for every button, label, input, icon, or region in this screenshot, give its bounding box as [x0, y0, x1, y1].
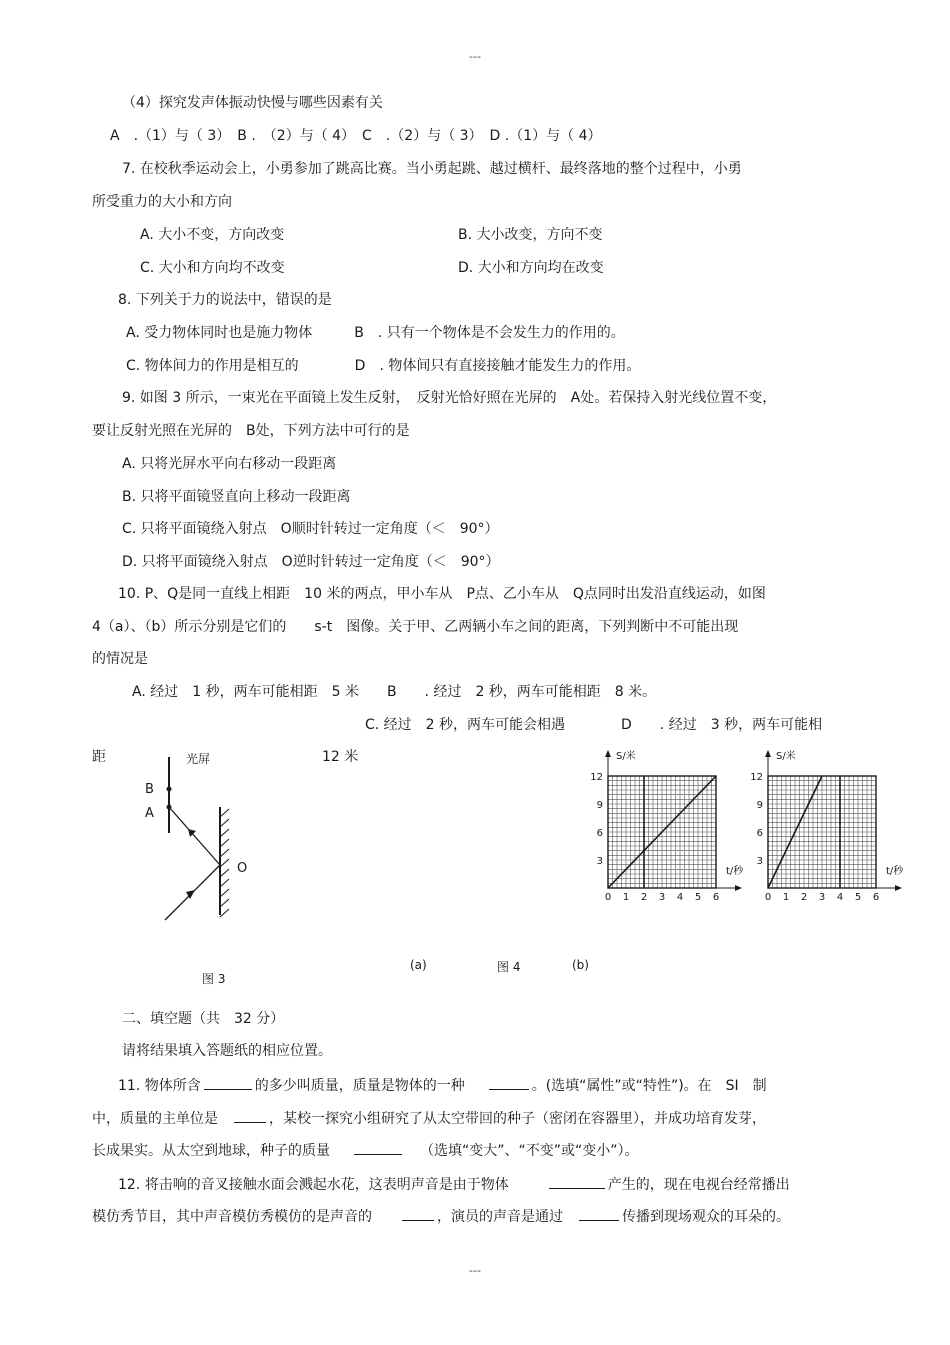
- q10-stem: 10. P、Q是同一直线上相距 10 米的两点，甲小车从 P点、乙小车从 Q点同时出发沿直线运动，如图: [118, 586, 766, 602]
- q7-stem: 7. 在校秋季运动会上，小勇参加了跳高比赛。当小勇起跳、越过横杆、最终落地的整个过程中，小勇: [122, 161, 742, 177]
- y-tick-label: 3: [596, 856, 603, 867]
- q12-line-1: [118, 1174, 790, 1194]
- figure-4a-chart: [588, 745, 763, 905]
- y-tick-label: 6: [756, 828, 763, 839]
- point-a-label: A: [145, 806, 154, 821]
- y-axis-label: S/米: [616, 751, 636, 762]
- q8-options-ab: A. 受力物体同时也是施力物体 B . 只有一个物体是不会发生力的作用的。: [126, 325, 625, 341]
- x-tick-label: 5: [854, 892, 862, 903]
- q11-line-1: [118, 1075, 767, 1095]
- q10-stem-cont-2: 的情况是: [92, 651, 148, 667]
- q11-text-5: ，某校一探究小组研究了从太空带回的种子（密闭在容器里），并成功培育发芽，: [269, 1111, 766, 1127]
- y-tick-label: 9: [756, 800, 763, 811]
- q9-option-c: C. 只将平面镜绕入射点 O顺时针转过一定角度（＜ 90°）: [122, 521, 499, 537]
- x-axis-label: t/秒: [726, 866, 744, 877]
- q11-text-6: 长成果实。从太空到地球，种子的质量: [92, 1143, 330, 1159]
- page-footer-marker: ---: [469, 1264, 481, 1277]
- x-tick-label: 2: [800, 892, 808, 903]
- point-b-dot: [167, 787, 172, 792]
- section-2-instruction: 请将结果填入答题纸的相应位置。: [122, 1043, 332, 1059]
- x-tick-label: 6: [712, 892, 720, 903]
- y-axis-arrow: [765, 750, 771, 757]
- figure-4b-caption: (b): [572, 958, 589, 972]
- point-o-label: O: [237, 861, 248, 876]
- q11-text-2: 的多少叫质量，质量是物体的一种: [254, 1078, 465, 1094]
- q12-line-2: [92, 1206, 790, 1226]
- x-axis-arrow: [895, 885, 902, 891]
- q12-text-4: ，演员的声音是通过: [437, 1209, 563, 1225]
- x-tick-label: 0: [764, 892, 772, 903]
- q11-blank-4[interactable]: [354, 1140, 402, 1155]
- x-axis-arrow: [735, 885, 742, 891]
- q7-stem-cont: 所受重力的大小和方向: [92, 194, 232, 210]
- x-tick-label: 1: [782, 892, 790, 903]
- q12-text-3: 模仿秀节目，其中声音模仿秀模仿的是声音的: [92, 1209, 372, 1225]
- q7-option-c: C. 大小和方向均不改变: [140, 260, 285, 276]
- figure-4b-chart: [748, 745, 923, 905]
- q12-text-2: 产生的，现在电视台经常播出: [607, 1177, 790, 1193]
- figure-3-diagram: [140, 745, 270, 930]
- y-tick-label: 3: [756, 856, 763, 867]
- y-tick-label: 12: [750, 772, 763, 783]
- x-tick-label: 2: [640, 892, 648, 903]
- q6-item-4: （4）探究发声体振动快慢与哪些因素有关: [122, 95, 383, 111]
- q11-text-1: 11. 物体所含: [118, 1078, 201, 1094]
- figure-3-caption: 图 3: [202, 972, 226, 986]
- q10-options-cd: C. 经过 2 秒，两车可能会相遇 D . 经过 3 秒，两车可能相: [365, 717, 823, 733]
- point-b-label: B: [145, 782, 154, 797]
- q10-option-d-cont-2: 12 米: [322, 749, 359, 765]
- q11-blank-2[interactable]: [489, 1075, 529, 1090]
- q9-option-a: A. 只将光屏水平向右移动一段距离: [122, 456, 337, 472]
- y-axis-label: S/米: [776, 751, 796, 762]
- q11-text-3: 。(选填“属性”或“特性”)。在 SI 制: [531, 1078, 767, 1094]
- x-tick-label: 0: [604, 892, 612, 903]
- x-axis-label: t/秒: [886, 866, 904, 877]
- x-tick-label: 4: [676, 892, 684, 903]
- q7-option-b: B. 大小改变，方向不变: [458, 227, 603, 243]
- q11-line-3: [92, 1140, 639, 1160]
- q12-blank-3[interactable]: [579, 1206, 619, 1221]
- mirror-hatching: [220, 809, 229, 917]
- x-tick-label: 1: [622, 892, 630, 903]
- q6-options: A .（1）与（ 3） B . （2）与（ 4） C .（2）与（ 3） D .（1）与（ 4）: [110, 128, 602, 144]
- y-tick-label: 12: [590, 772, 603, 783]
- q12-text-1: 12. 将击响的音叉接触水面会溅起水花，这表明声音是由于物体: [118, 1177, 509, 1193]
- q10-options-ab: A. 经过 1 秒，两车可能相距 5 米 B . 经过 2 秒，两车可能相距 8 米。: [132, 684, 657, 700]
- q11-line-2: [92, 1108, 766, 1128]
- y-axis-arrow: [605, 750, 611, 757]
- reflected-ray: [169, 807, 220, 865]
- section-2-title: 二、填空题（共 32 分）: [122, 1011, 285, 1027]
- q8-stem: 8. 下列关于力的说法中，错误的是: [118, 292, 332, 308]
- y-tick-label: 6: [596, 828, 603, 839]
- q12-blank-1[interactable]: [549, 1174, 605, 1189]
- x-tick-label: 4: [836, 892, 844, 903]
- q9-stem-cont: 要让反射光照在光屏的 B处，下列方法中可行的是: [92, 423, 410, 439]
- q12-text-5: 传播到现场观众的耳朵的。: [622, 1209, 790, 1225]
- x-tick-label: 5: [694, 892, 702, 903]
- figure-4a-caption: (a): [410, 958, 427, 972]
- q8-options-cd: C. 物体间力的作用是相互的 D . 物体间只有直接接触才能发生力的作用。: [126, 358, 641, 374]
- y-tick-label: 9: [596, 800, 603, 811]
- q11-text-7: （选填“变大”、“不变”或“变小”）。: [420, 1143, 639, 1159]
- screen-label: 光屏: [186, 752, 211, 766]
- q7-option-a: A. 大小不变，方向改变: [140, 227, 285, 243]
- q10-option-d-cont: 距: [92, 749, 106, 765]
- q11-blank-1[interactable]: [204, 1075, 252, 1090]
- x-tick-label: 6: [872, 892, 880, 903]
- figure-4-caption: 图 4: [497, 960, 521, 974]
- page-header-marker: ---: [469, 50, 481, 63]
- q12-blank-2[interactable]: [402, 1206, 434, 1221]
- q10-stem-cont: 4（a）、（b）所示分别是它们的 s-t 图像。关于甲、乙两辆小车之间的距离，下列判断中不可能出现: [92, 619, 739, 635]
- x-tick-label: 3: [818, 892, 826, 903]
- q9-option-d: D. 只将平面镜绕入射点 O逆时针转过一定角度（＜ 90°）: [122, 554, 500, 570]
- q11-text-4: 中，质量的主单位是: [92, 1111, 218, 1127]
- q9-option-b: B. 只将平面镜竖直向上移动一段距离: [122, 489, 351, 505]
- q11-blank-3[interactable]: [234, 1108, 266, 1123]
- x-tick-label: 3: [658, 892, 666, 903]
- q7-option-d: D. 大小和方向均在改变: [458, 260, 604, 276]
- q9-stem: 9. 如图 3 所示，一束光在平面镜上发生反射， 反射光恰好照在光屏的 A处。若保持入射光线位置不变，: [122, 390, 777, 406]
